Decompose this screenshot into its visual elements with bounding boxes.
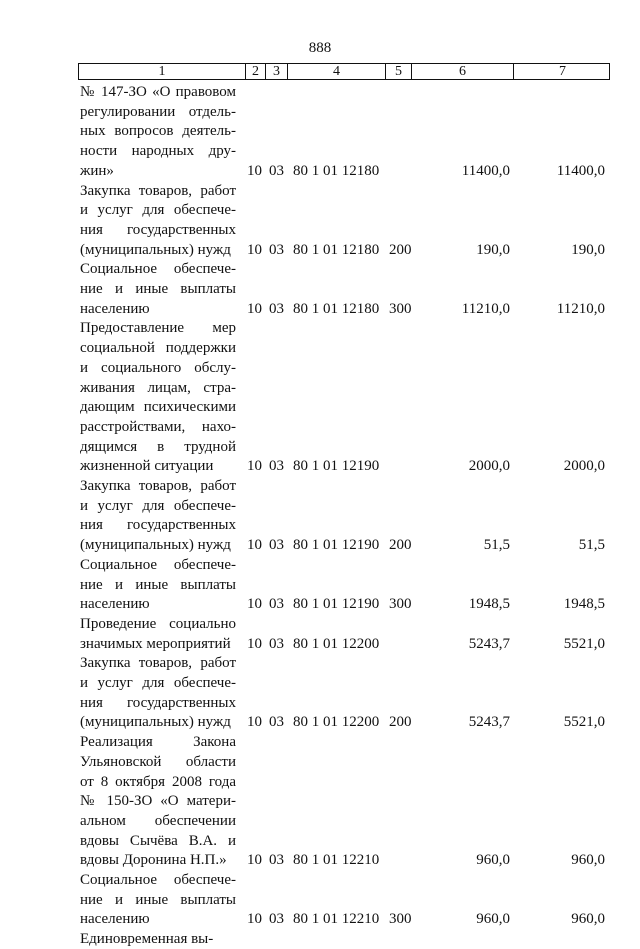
table-cell-c4: 80 1 01 12190 <box>293 537 380 554</box>
table-row-description-line: и услуг для обеспече- <box>80 497 236 514</box>
table-cell-c6: 11400,0 <box>461 162 510 179</box>
table-cell-c3: 03 <box>269 162 284 179</box>
header-col-1: 1 <box>79 64 246 79</box>
table-cell-c5: 300 <box>389 911 412 928</box>
table-cell-c6: 5243,7 <box>468 635 510 652</box>
table-row-description-line: дающим психическими <box>80 399 236 416</box>
table-row-description-line: Социальное обеспече- <box>80 872 236 888</box>
table-row-description-line: жин» <box>80 162 114 179</box>
table-cell-c7: 190,0 <box>571 241 605 258</box>
table-cell-c5: 300 <box>389 596 412 613</box>
table-row-description-line: ние и иные выплаты <box>80 281 236 297</box>
table-cell-c3: 03 <box>269 852 284 869</box>
header-col-6: 6 <box>412 64 514 79</box>
table-cell-c2: 10 <box>247 300 262 317</box>
table-cell-c6: 11210,0 <box>461 300 510 317</box>
table-cell-c6: 190,0 <box>476 241 510 258</box>
table-cell-c3: 03 <box>269 458 284 475</box>
table-cell-c2: 10 <box>247 911 262 928</box>
table-cell-c6: 960,0 <box>476 911 510 928</box>
table-cell-c7: 1948,5 <box>563 596 605 613</box>
table-row-description-line: Социальное обеспече- <box>80 556 236 573</box>
table-row-description-line: Единовременная вы- <box>80 931 214 948</box>
table-row-description-line: ных вопросов деятель- <box>80 123 236 140</box>
table-cell-c4: 80 1 01 12200 <box>293 635 380 652</box>
table-cell-c2: 10 <box>247 458 262 475</box>
table-row-description-line: Закупка товаров, работ <box>80 655 236 672</box>
table-cell-c5: 200 <box>389 714 412 731</box>
table-row-description-line: значимых мероприятий <box>80 635 231 652</box>
page-number: 888 <box>308 40 332 56</box>
header-col-4: 4 <box>288 64 386 79</box>
table-cell-c3: 03 <box>269 241 284 258</box>
table-cell-c4: 80 1 01 12200 <box>293 714 380 731</box>
table-cell-c4: 80 1 01 12190 <box>293 458 380 475</box>
table-row-description-line: альном обеспечении <box>80 812 236 829</box>
table-cell-c6: 960,0 <box>476 852 510 869</box>
table-row-description-line: социальной поддержки <box>80 340 236 357</box>
table-cell-c7: 960,0 <box>571 852 605 869</box>
table-row-description-line: Предоставление мер <box>80 320 236 337</box>
table-row-description-line: Ульяновской области <box>80 753 236 770</box>
table-cell-c7: 5521,0 <box>563 635 605 652</box>
table-row-description-line: жизненной ситуации <box>80 458 214 475</box>
table-row-description-line: и социального обслу- <box>80 359 236 376</box>
table-row-description-line: вдовы Сычёва В.А. и <box>80 832 236 849</box>
table-row-description-line: Проведение социально <box>80 615 236 632</box>
table-header-row <box>78 63 610 80</box>
table-row-description-line: ности народных дру- <box>80 143 236 160</box>
table-row-description-line: ния государственных <box>80 221 236 238</box>
table-row-description-line: Закупка товаров, работ <box>80 478 236 494</box>
table-row-description-line: ние и иные выплаты <box>80 891 236 908</box>
table-cell-c3: 03 <box>269 596 284 613</box>
table-row-description-line: и услуг для обеспече- <box>80 675 236 691</box>
table-row-description-line: (муниципальных) нужд <box>80 714 231 731</box>
table-cell-c4: 80 1 01 12180 <box>293 162 380 179</box>
table-cell-c2: 10 <box>247 635 262 652</box>
table-cell-c6: 1948,5 <box>468 596 510 613</box>
table-cell-c2: 10 <box>247 537 262 554</box>
header-col-7: 7 <box>559 64 566 79</box>
header-col-5: 5 <box>386 64 412 79</box>
table-row-description-line: населению <box>80 911 150 928</box>
table-row-description-line: № 147-ЗО «О правовом <box>80 84 236 100</box>
table-row-description-line: ние и иные выплаты <box>80 576 236 593</box>
table-row-description-line: расстройствами, нахо- <box>80 418 236 435</box>
table-cell-c3: 03 <box>269 714 284 731</box>
table-cell-c4: 80 1 01 12190 <box>293 596 380 613</box>
table-cell-c5: 200 <box>389 537 412 554</box>
table-row-description-line: и услуг для обеспече- <box>80 202 236 219</box>
table-row-description-line: (муниципальных) нужд <box>80 537 231 554</box>
table-cell-c7: 11400,0 <box>556 162 605 179</box>
table-cell-c3: 03 <box>269 911 284 928</box>
table-cell-c2: 10 <box>247 714 262 731</box>
table-row-description-line: вдовы Доронина Н.П.» <box>80 852 227 869</box>
table-row-description-line: населению <box>80 300 150 317</box>
table-cell-c2: 10 <box>247 596 262 613</box>
table-cell-c7: 11210,0 <box>556 300 605 317</box>
table-cell-c7: 51,5 <box>578 537 605 554</box>
table-cell-c6: 5243,7 <box>468 714 510 731</box>
table-row-description-line: населению <box>80 596 150 613</box>
table-row-description-line: Реализация Закона <box>80 734 236 751</box>
table-row-description-line: от 8 октября 2008 года <box>80 773 236 790</box>
table-cell-c3: 03 <box>269 537 284 554</box>
table-cell-c2: 10 <box>247 241 262 258</box>
table-row-description-line: № 150-ЗО «О матери- <box>80 793 236 810</box>
header-col-2: 2 <box>246 64 266 79</box>
table-cell-c7: 5521,0 <box>563 714 605 731</box>
table-row-description-line: Социальное обеспече- <box>80 261 236 278</box>
table-cell-c2: 10 <box>247 162 262 179</box>
table-cell-c4: 80 1 01 12210 <box>293 852 380 869</box>
table-cell-c6: 2000,0 <box>468 458 510 475</box>
table-cell-c5: 200 <box>389 241 412 258</box>
table-row-description-line: ния государственных <box>80 517 236 534</box>
table-row-description-line: дящимся в трудной <box>80 438 236 455</box>
table-cell-c5: 300 <box>389 300 412 317</box>
table-row-description-line: (муниципальных) нужд <box>80 241 231 258</box>
table-cell-c2: 10 <box>247 852 262 869</box>
header-col-3: 3 <box>266 64 288 79</box>
table-cell-c4: 80 1 01 12180 <box>293 300 380 317</box>
table-row-description-line: регулировании отдель- <box>80 103 236 120</box>
table-cell-c3: 03 <box>269 635 284 652</box>
table-row-description-line: Закупка товаров, работ <box>80 182 236 199</box>
table-cell-c4: 80 1 01 12210 <box>293 911 380 928</box>
table-row-description-line: живания лицам, стра- <box>80 379 236 396</box>
table-cell-c4: 80 1 01 12180 <box>293 241 380 258</box>
table-cell-c3: 03 <box>269 300 284 317</box>
table-row-description-line: ния государственных <box>80 694 236 711</box>
table-cell-c7: 2000,0 <box>563 458 605 475</box>
table-cell-c7: 960,0 <box>571 911 605 928</box>
table-cell-c6: 51,5 <box>483 537 510 554</box>
